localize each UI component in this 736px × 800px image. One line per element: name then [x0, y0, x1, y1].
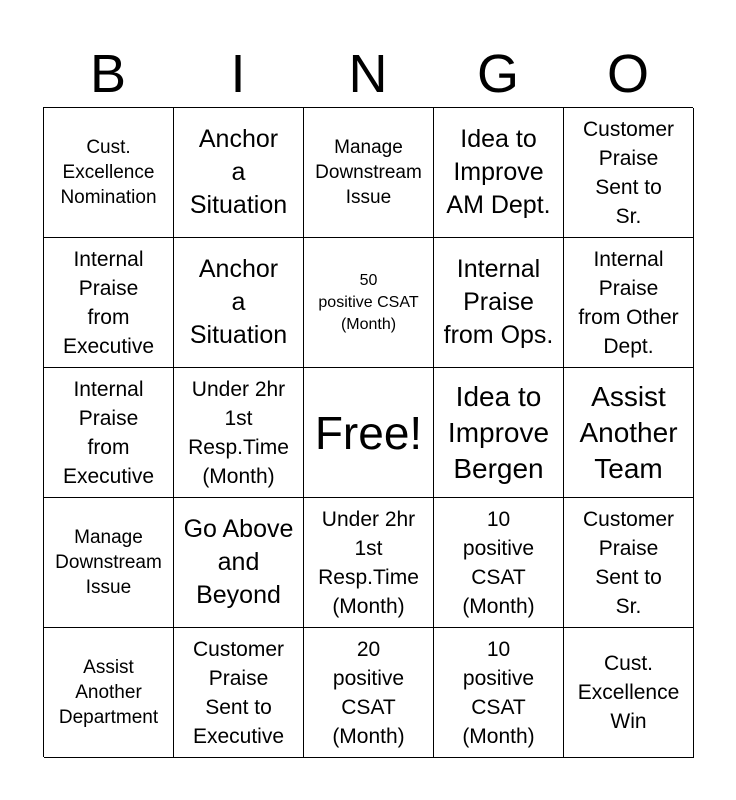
header-letter-i: I: [230, 44, 246, 104]
bingo-cell[interactable]: Under 2hr 1st Resp.Time (Month): [304, 498, 434, 628]
bingo-cell[interactable]: Idea to Improve AM Dept.: [434, 108, 564, 238]
bingo-cell[interactable]: Cust. Excellence Win: [564, 628, 694, 758]
bingo-cell[interactable]: Anchor a Situation: [174, 238, 304, 368]
bingo-cell[interactable]: Manage Downstream Issue: [44, 498, 174, 628]
header-letter-b: B: [89, 44, 127, 104]
bingo-cell[interactable]: Cust. Excellence Nomination: [44, 108, 174, 238]
bingo-cell[interactable]: 10 positive CSAT (Month): [434, 498, 564, 628]
bingo-board: [43, 107, 693, 757]
bingo-cell[interactable]: Under 2hr 1st Resp.Time (Month): [174, 368, 304, 498]
bingo-cell[interactable]: Internal Praise from Other Dept.: [564, 238, 694, 368]
bingo-cell[interactable]: Idea to Improve Bergen: [434, 368, 564, 498]
bingo-cell[interactable]: Internal Praise from Ops.: [434, 238, 564, 368]
free-space-cell[interactable]: Free!: [304, 368, 434, 498]
bingo-cell[interactable]: Internal Praise from Executive: [44, 238, 174, 368]
bingo-cell[interactable]: Manage Downstream Issue: [304, 108, 434, 238]
bingo-header: [43, 40, 693, 108]
bingo-cell[interactable]: Internal Praise from Executive: [44, 368, 174, 498]
header-letter-o: O: [606, 44, 649, 104]
header-letter-n: N: [348, 44, 388, 104]
bingo-cell[interactable]: 10 positive CSAT (Month): [434, 628, 564, 758]
bingo-cell[interactable]: 50 positive CSAT (Month): [304, 238, 434, 368]
bingo-cell[interactable]: Customer Praise Sent to Sr.: [564, 498, 694, 628]
bingo-cell[interactable]: 20 positive CSAT (Month): [304, 628, 434, 758]
bingo-cell[interactable]: Anchor a Situation: [174, 108, 304, 238]
bingo-cell[interactable]: Assist Another Team: [564, 368, 694, 498]
bingo-cell[interactable]: Customer Praise Sent to Executive: [174, 628, 304, 758]
bingo-cell[interactable]: Customer Praise Sent to Sr.: [564, 108, 694, 238]
bingo-cell[interactable]: Go Above and Beyond: [174, 498, 304, 628]
bingo-cell[interactable]: Assist Another Department: [44, 628, 174, 758]
header-letter-g: G: [476, 44, 519, 104]
